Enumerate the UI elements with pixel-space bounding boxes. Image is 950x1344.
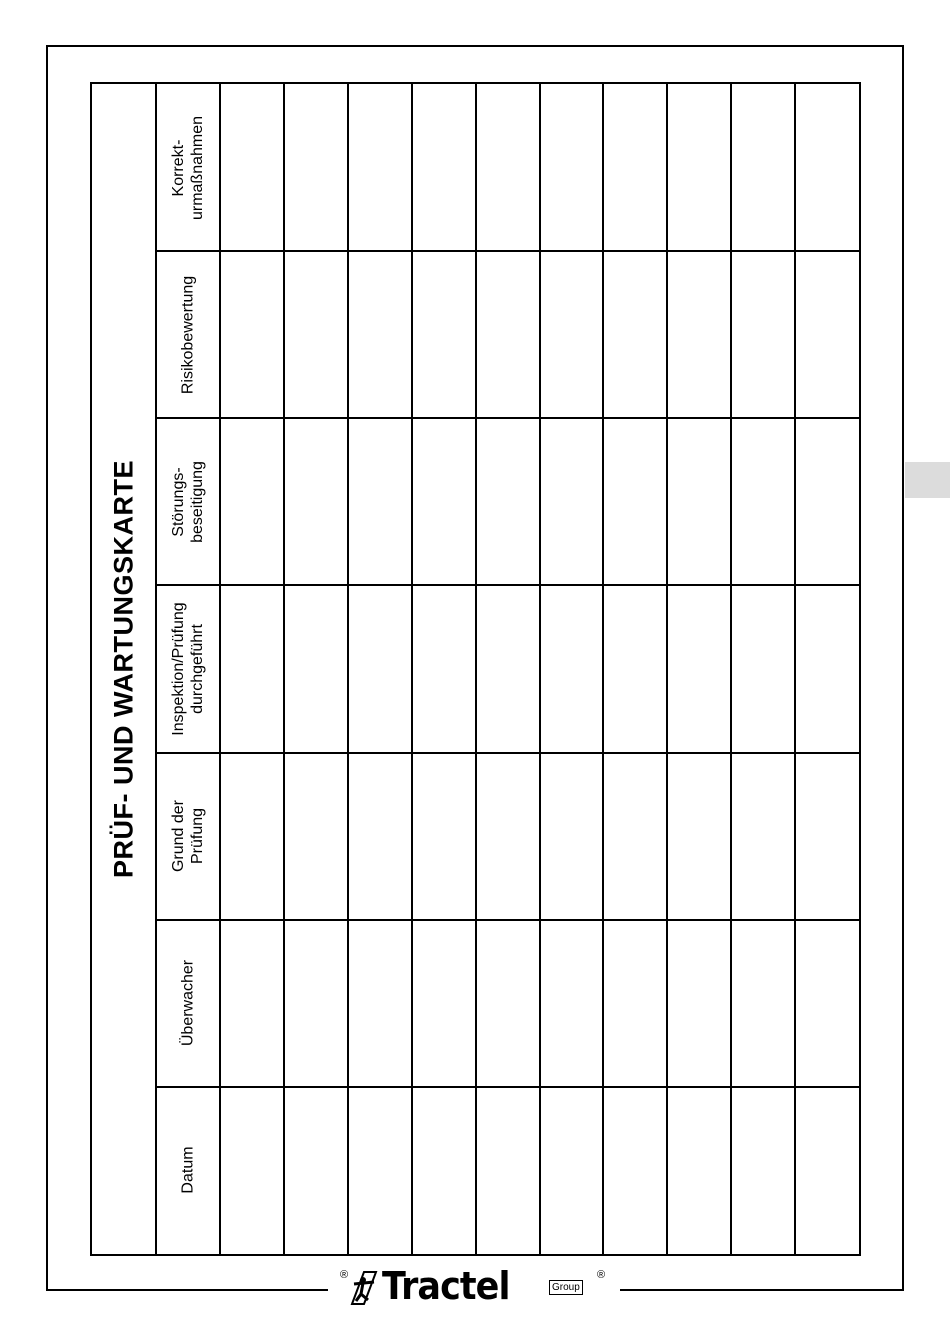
entry-cell[interactable] <box>731 920 795 1087</box>
registered-mark: ® <box>340 1269 349 1281</box>
entry-cell[interactable] <box>284 84 348 251</box>
entry-cell[interactable] <box>603 418 667 585</box>
registered-mark: ® <box>597 1269 606 1281</box>
entry-cell[interactable] <box>667 753 731 920</box>
entry-cell[interactable] <box>795 1087 859 1254</box>
entry-cell[interactable] <box>667 84 731 251</box>
entry-cell[interactable] <box>476 84 540 251</box>
logo-word: Tractel <box>382 1264 510 1308</box>
table-title-text: PRÜF- UND WARTUNGSKARTE <box>108 460 139 878</box>
entry-cell[interactable] <box>476 920 540 1087</box>
entry-cell[interactable] <box>603 251 667 418</box>
entry-cell[interactable] <box>476 418 540 585</box>
entry-cell[interactable] <box>348 84 412 251</box>
table-title <box>92 84 156 1254</box>
entry-cell[interactable] <box>540 251 604 418</box>
entry-cell[interactable] <box>348 1087 412 1254</box>
entry-cell[interactable] <box>476 585 540 752</box>
entry-cell[interactable] <box>476 1087 540 1254</box>
entry-cell[interactable] <box>667 251 731 418</box>
entry-cell[interactable] <box>667 418 731 585</box>
entry-cell[interactable] <box>731 84 795 251</box>
entry-cell[interactable] <box>667 585 731 752</box>
entry-cell[interactable] <box>603 1087 667 1254</box>
entry-cell[interactable] <box>348 920 412 1087</box>
entry-cell[interactable] <box>795 251 859 418</box>
entry-cell[interactable] <box>795 753 859 920</box>
entry-cell[interactable] <box>284 753 348 920</box>
entry-cell[interactable] <box>348 753 412 920</box>
column-header-label: Überwacher <box>179 960 197 1047</box>
logo-group: Group <box>549 1280 583 1295</box>
entry-cell[interactable] <box>603 920 667 1087</box>
entry-cell[interactable] <box>540 920 604 1087</box>
entry-cell[interactable] <box>476 753 540 920</box>
section-tab <box>905 462 950 498</box>
entry-cell[interactable] <box>412 84 476 251</box>
entry-cell[interactable] <box>603 585 667 752</box>
entry-cell[interactable] <box>412 753 476 920</box>
column-header <box>156 753 220 920</box>
entry-cell[interactable] <box>220 251 284 418</box>
entry-cell[interactable] <box>220 418 284 585</box>
column-header-label: Risikobewertung <box>179 275 197 394</box>
entry-cell[interactable] <box>284 418 348 585</box>
entry-cell[interactable] <box>220 920 284 1087</box>
column-header <box>156 1087 220 1254</box>
entry-cell[interactable] <box>284 585 348 752</box>
entry-cell[interactable] <box>348 251 412 418</box>
column-header-label: Datum <box>179 1146 197 1194</box>
entry-cell[interactable] <box>731 418 795 585</box>
entry-cell[interactable] <box>412 251 476 418</box>
entry-cell[interactable] <box>731 585 795 752</box>
entry-cell[interactable] <box>348 585 412 752</box>
entry-cell[interactable] <box>667 1087 731 1254</box>
inspection-maintenance-table <box>90 82 861 1256</box>
column-header-label: Inspektion/Prüfung durchgeführt <box>170 602 206 736</box>
entry-cell[interactable] <box>540 418 604 585</box>
entry-cell[interactable] <box>667 920 731 1087</box>
entry-cell[interactable] <box>476 251 540 418</box>
entry-cell[interactable] <box>540 84 604 251</box>
entry-cell[interactable] <box>731 753 795 920</box>
entry-cell[interactable] <box>731 251 795 418</box>
entry-cell[interactable] <box>540 1087 604 1254</box>
entry-cell[interactable] <box>795 585 859 752</box>
entry-cell[interactable] <box>284 1087 348 1254</box>
column-header-label: Störungs- beseitigung <box>170 460 206 543</box>
entry-cell[interactable] <box>412 418 476 585</box>
entry-cell[interactable] <box>220 585 284 752</box>
entry-cell[interactable] <box>731 1087 795 1254</box>
entry-cell[interactable] <box>412 920 476 1087</box>
climber-icon <box>346 1270 382 1306</box>
entry-cell[interactable] <box>348 418 412 585</box>
entry-cell[interactable] <box>220 753 284 920</box>
entry-cell[interactable] <box>795 920 859 1087</box>
entry-cell[interactable] <box>412 585 476 752</box>
column-header <box>156 418 220 585</box>
entry-cell[interactable] <box>220 84 284 251</box>
entry-cell[interactable] <box>795 84 859 251</box>
tractel-logo <box>336 1266 612 1316</box>
column-header-label: Korrekt- urmaßnahmen <box>170 115 206 220</box>
entry-cell[interactable] <box>603 84 667 251</box>
column-header-label: Grund der Prüfung <box>170 800 206 873</box>
entry-cell[interactable] <box>540 585 604 752</box>
column-header <box>156 251 220 418</box>
column-header <box>156 920 220 1087</box>
entry-cell[interactable] <box>284 920 348 1087</box>
entry-cell[interactable] <box>284 251 348 418</box>
column-header <box>156 585 220 752</box>
column-header <box>156 84 220 251</box>
entry-cell[interactable] <box>540 753 604 920</box>
entry-cell[interactable] <box>795 418 859 585</box>
entry-cell[interactable] <box>220 1087 284 1254</box>
entry-cell[interactable] <box>412 1087 476 1254</box>
entry-cell[interactable] <box>603 753 667 920</box>
